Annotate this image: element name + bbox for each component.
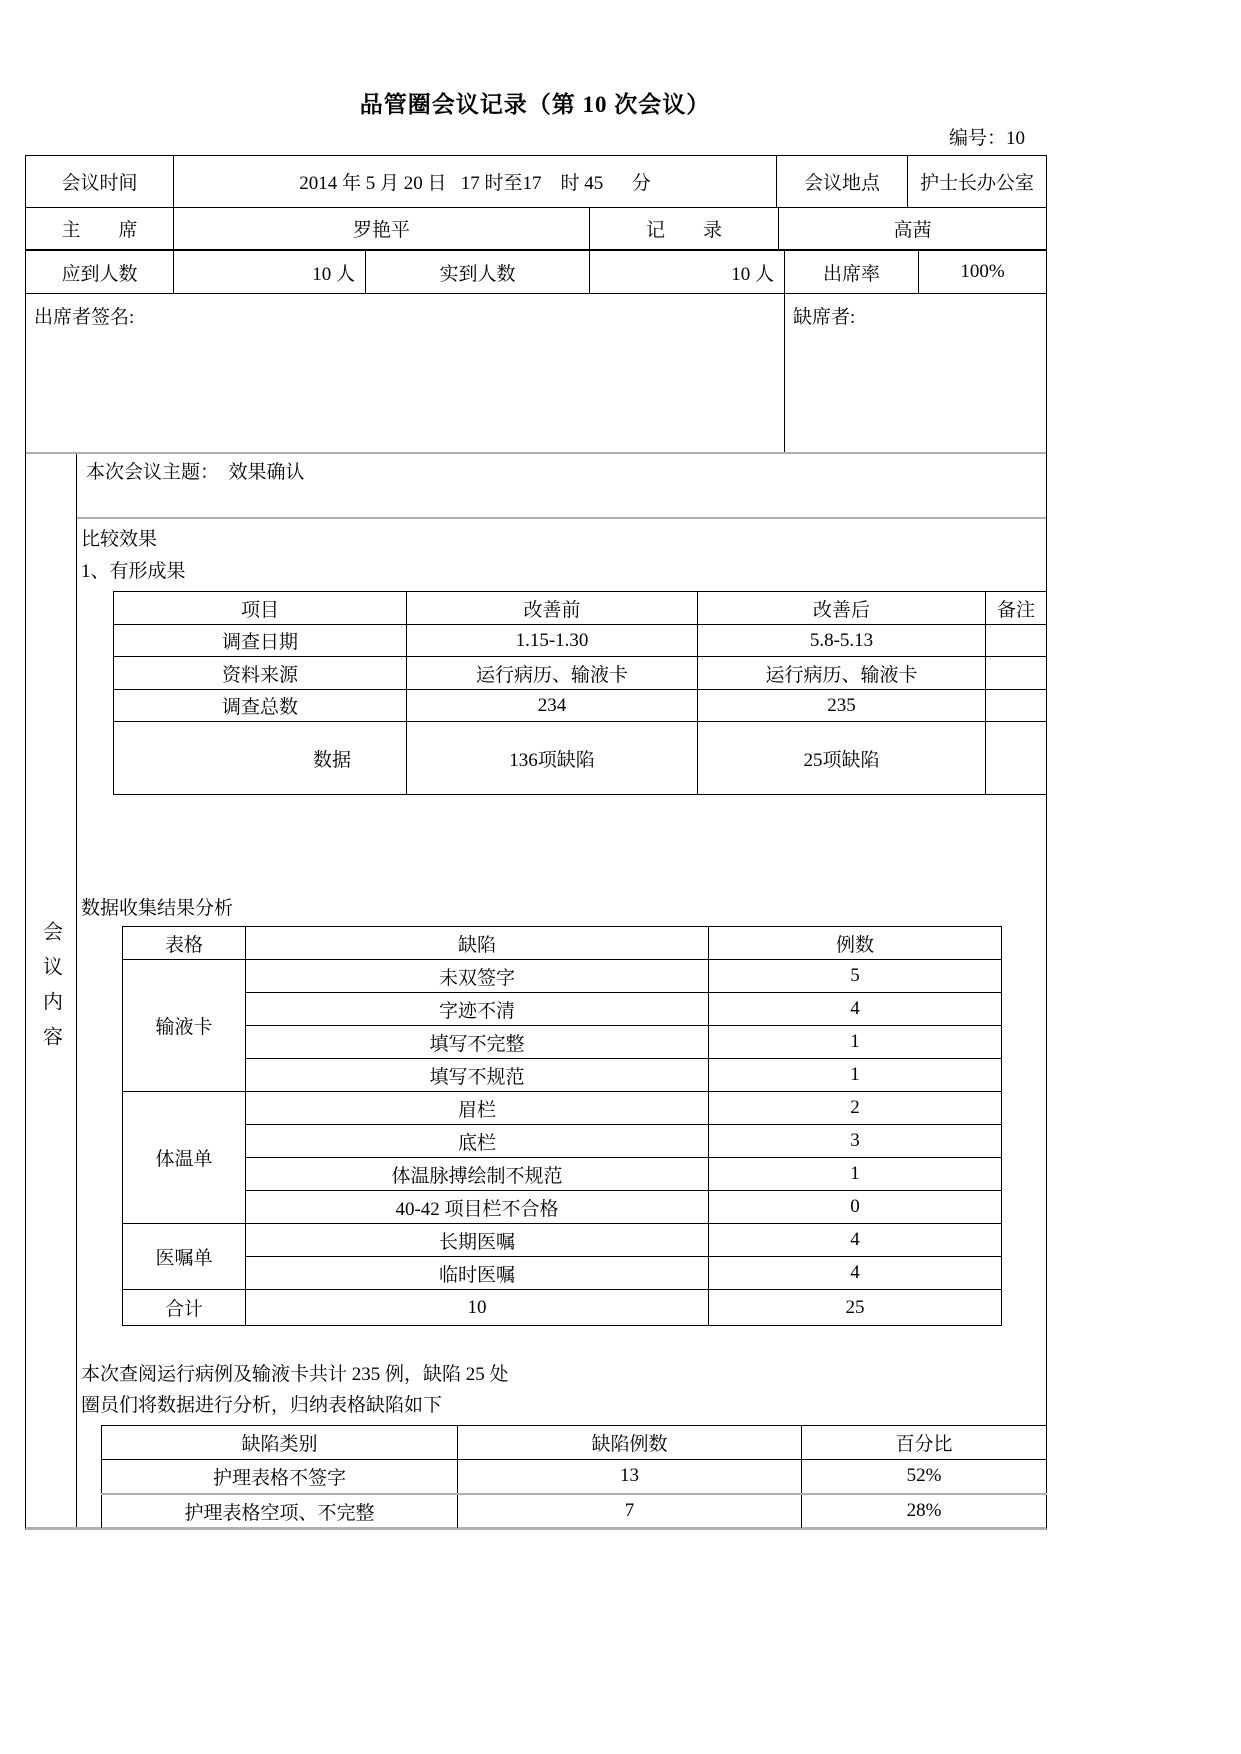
count-cell: 3 [709, 1125, 1002, 1158]
table-row [123, 1257, 1002, 1290]
topic-separator-line [77, 517, 1046, 519]
defect-cell: 体温脉搏绘制不规范 [246, 1158, 709, 1191]
header-cell: 改善前 [407, 592, 698, 625]
recorder-value: 高茜 [893, 220, 932, 241]
group-infusion-card: 输液卡 [123, 960, 246, 1092]
defect-categories-table [101, 1425, 1047, 1528]
count-cell: 7 [458, 1494, 802, 1528]
header-cell: 备注 [986, 592, 1047, 625]
group-temperature-sheet: 体温单 [123, 1092, 246, 1224]
cell-after: 235 [698, 690, 986, 722]
table-row [123, 1125, 1002, 1158]
total-row [123, 1290, 1002, 1326]
meeting-time-label: 会议时间 [26, 156, 174, 207]
defect-cell: 40-42 项目栏不合格 [246, 1191, 709, 1224]
meeting-content-label: 会议内容 [39, 920, 62, 1061]
table-row [123, 1224, 1002, 1257]
cell-after: 运行病历、输液卡 [698, 657, 986, 690]
table-row [123, 1026, 1002, 1059]
location-label: 会议地点 [777, 156, 908, 207]
summary-line-1: 本次查阅运行病例及输液卡共计 235 例，缺陷 25 处 [81, 1364, 509, 1385]
table-row [123, 1191, 1002, 1224]
header-cell: 缺陷例数 [458, 1426, 802, 1460]
table-row [123, 960, 1002, 993]
defect-cell: 眉栏 [246, 1092, 709, 1125]
cell-after: 25项缺陷 [698, 722, 986, 795]
cell-before: 运行病历、输液卡 [407, 657, 698, 690]
compare-effect-title: 比较效果 [81, 529, 158, 550]
content-column-divider [76, 454, 77, 1527]
tangible-results-title: 1、有形成果 [81, 561, 186, 582]
count-cell: 4 [709, 1224, 1002, 1257]
table-row [114, 625, 1047, 657]
defect-cell: 填写不规范 [246, 1059, 709, 1092]
cell-note [986, 657, 1047, 690]
row-headcount [26, 251, 1046, 294]
defects-table [122, 926, 1002, 1326]
defect-cell: 临时医嘱 [246, 1257, 709, 1290]
actual-count-value: 10 人 [590, 251, 785, 293]
document-number: 编号：10 [948, 128, 1025, 149]
cell-after: 5.8-5.13 [698, 625, 986, 657]
attendance-rate-value: 100% [960, 261, 1005, 282]
group-doctor-order-sheet: 医嘱单 [123, 1224, 246, 1290]
chair-label: 主 席 [26, 208, 174, 249]
defect-cell: 底栏 [246, 1125, 709, 1158]
cell-survey-date: 调查日期 [114, 625, 407, 657]
defect-cell: 长期医嘱 [246, 1224, 709, 1257]
table-header-row [123, 927, 1002, 960]
defect-cell: 填写不完整 [246, 1026, 709, 1059]
total-label: 合计 [123, 1290, 246, 1326]
actual-count-label: 实到人数 [366, 251, 590, 293]
cell-before: 234 [407, 690, 698, 722]
absentee-area: 缺席者: [793, 307, 856, 328]
count-cell: 2 [709, 1092, 1002, 1125]
count-cell: 4 [709, 993, 1002, 1026]
row-meeting-time [26, 156, 1046, 208]
data-analysis-title: 数据收集结果分析 [81, 898, 234, 919]
page-title: 品管圈会议记录（第 10 次会议） [359, 92, 711, 117]
header-cell: 例数 [709, 927, 1002, 960]
percent-cell: 28% [802, 1494, 1047, 1528]
count-cell: 1 [709, 1158, 1002, 1191]
category-cell: 护理表格不签字 [102, 1460, 458, 1494]
table-row [123, 1092, 1002, 1125]
cell-data: 数据 [114, 722, 407, 795]
table-row [114, 722, 1047, 795]
header-cell: 缺陷类别 [102, 1426, 458, 1460]
header-cell: 表格 [123, 927, 246, 960]
total-count: 25 [709, 1290, 1002, 1326]
category-cell: 护理表格空项、不完整 [102, 1494, 458, 1528]
table-row [123, 993, 1002, 1026]
location-value: 护士长办公室 [919, 173, 1034, 194]
count-cell: 4 [709, 1257, 1002, 1290]
row-chair-recorder [26, 208, 1046, 251]
attendance-rate-label: 出席率 [785, 251, 919, 293]
count-cell: 1 [709, 1026, 1002, 1059]
header-cell: 项目 [114, 592, 407, 625]
table-row [123, 1059, 1002, 1092]
meeting-time-value: 2014 年 5 月 20 日 17 时至17 时 45 分 [174, 156, 777, 207]
percent-cell: 52% [802, 1460, 1047, 1494]
table-row [102, 1494, 1047, 1528]
tangible-results-table [113, 591, 1047, 795]
meeting-record-table [25, 155, 1047, 1530]
count-cell: 0 [709, 1191, 1002, 1224]
summary-line-2: 圈员们将数据进行分析，归纳表格缺陷如下 [81, 1395, 443, 1416]
table-row [102, 1460, 1047, 1494]
recorder-label: 记 录 [590, 208, 779, 249]
meeting-topic: 本次会议主题： 效果确认 [86, 462, 305, 483]
expected-count-value: 10 人 [174, 251, 366, 293]
defect-cell: 字迹不清 [246, 993, 709, 1026]
table-row [123, 1158, 1002, 1191]
row-signatures [26, 294, 1046, 454]
count-cell: 13 [458, 1460, 802, 1494]
cell-note [986, 690, 1047, 722]
count-cell: 5 [709, 960, 1002, 993]
cell-note [986, 625, 1047, 657]
chair-value: 罗艳平 [174, 208, 590, 249]
cell-survey-total: 调查总数 [114, 690, 407, 722]
header-cell: 改善后 [698, 592, 986, 625]
header-cell: 缺陷 [246, 927, 709, 960]
table-header-row [114, 592, 1047, 625]
attendee-signature-area: 出席者签名: [26, 294, 785, 452]
header-cell: 百分比 [802, 1426, 1047, 1460]
table-row [114, 690, 1047, 722]
cell-note [986, 722, 1047, 795]
defect-cell: 未双签字 [246, 960, 709, 993]
cell-before: 136项缺陷 [407, 722, 698, 795]
cell-before: 1.15-1.30 [407, 625, 698, 657]
count-cell: 1 [709, 1059, 1002, 1092]
expected-count-label: 应到人数 [26, 251, 174, 293]
cell-data-source: 资料来源 [114, 657, 407, 690]
total-defects: 10 [246, 1290, 709, 1326]
table-row [114, 657, 1047, 690]
table-header-row [102, 1426, 1047, 1460]
